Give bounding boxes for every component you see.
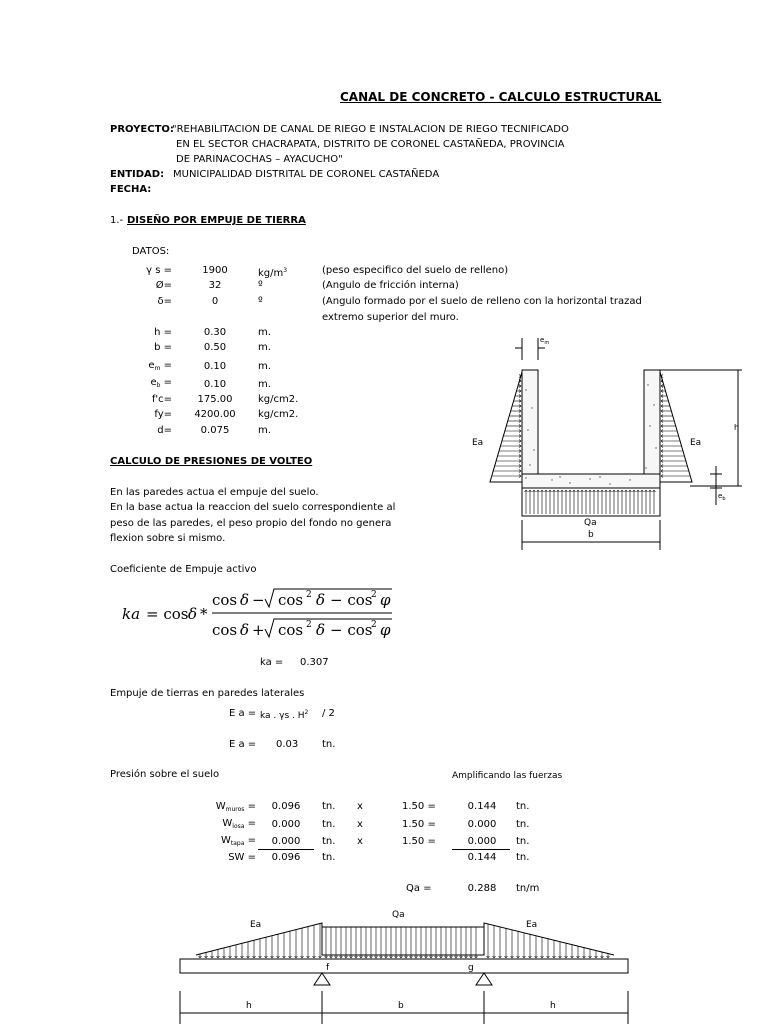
proyecto-line-3: DE PARINACOCHAS – AYACUCHO" — [176, 154, 343, 165]
entidad-value: MUNICIPALIDAD DISTRITAL DE CORONEL CASTAÑEDA — [173, 169, 440, 180]
svg-text:cos: cos — [212, 621, 238, 639]
delta-desc: (Angulo formado por el suelo de relleno con la horizontal trazad — [322, 296, 642, 307]
w-tapa-result: 0.000 — [467, 836, 497, 847]
fecha-label: FECHA: — [110, 184, 152, 195]
sum-line-right — [452, 849, 510, 850]
sw-runit: tn. — [516, 852, 530, 863]
fc-symbol: f'c= — [151, 394, 172, 405]
presion-suelo-title: Presión sobre el suelo — [110, 769, 220, 780]
ka-value: 0.307 — [300, 657, 329, 668]
svg-text:ka: ka — [122, 605, 141, 623]
h-unit: m. — [258, 327, 271, 338]
fy-symbol: fy= — [154, 409, 172, 420]
em-unit: m. — [258, 361, 271, 372]
qa-value: 0.288 — [467, 883, 497, 894]
diagram-b-label: b — [588, 530, 594, 540]
beam-g-label: g — [468, 963, 474, 973]
w-tapa-label: $W_{tapa}$ = — [221, 835, 256, 847]
phi-unit: º — [258, 280, 263, 291]
gamma-symbol: γ s = — [146, 265, 172, 276]
svg-text:2: 2 — [306, 590, 312, 600]
fy-unit: kg/cm2. — [258, 409, 299, 420]
diagram-eb-label: $e_b$ — [718, 492, 726, 502]
w-losa-runit: tn. — [516, 819, 530, 830]
sw-value: 0.096 — [271, 852, 301, 863]
b-symbol: b = — [154, 342, 172, 353]
w-losa-result: 0.000 — [467, 819, 497, 830]
w-muros-unit: tn. — [322, 801, 336, 812]
delta-symbol: δ= — [157, 296, 172, 307]
gamma-value: 1900 — [202, 265, 228, 276]
sw-result: 0.144 — [467, 852, 497, 863]
em-symbol: $e_m$ = — [148, 360, 172, 372]
h-symbol: h = — [154, 327, 172, 338]
beam-load-diagram — [176, 905, 636, 1024]
w-losa-x: x — [357, 819, 363, 830]
eb-value: 0.10 — [203, 379, 227, 390]
beam-h-left-label: h — [246, 1001, 252, 1011]
b-value: 0.50 — [203, 342, 227, 353]
beam-f-label: f — [326, 963, 330, 973]
eb-unit: m. — [258, 379, 271, 390]
w-tapa-value: 0.000 — [271, 836, 301, 847]
entidad-label: ENTIDAD: — [110, 169, 165, 180]
w-tapa-x: x — [357, 836, 363, 847]
ea-formula: ka . γs . $H^2$ — [260, 709, 309, 721]
ka-formula — [120, 585, 400, 645]
section-number: 1.- — [110, 215, 124, 226]
ea-formula-div: / 2 — [322, 708, 335, 719]
svg-text:cos: cos — [278, 621, 304, 639]
page-title: CANAL DE CONCRETO - CALCULO ESTRUCTURAL — [340, 90, 662, 104]
w-losa-label: $W_{losa}$ = — [222, 818, 256, 830]
sw-label: SW = — [228, 852, 256, 863]
d-unit: m. — [258, 425, 271, 436]
amplificando-label: Amplificando las fuerzas — [452, 771, 563, 781]
w-muros-result: 0.144 — [467, 801, 497, 812]
coef-label: Coeficiente de Empuje activo — [110, 564, 257, 575]
svg-text:+: + — [252, 621, 265, 639]
beam-ea-left-label: Ea — [250, 920, 262, 930]
w-tapa-factor: 1.50 = — [402, 836, 436, 847]
delta-value: 0 — [211, 296, 219, 307]
svg-text:cos: cos — [212, 591, 238, 609]
beam-b-label: b — [398, 1001, 404, 1011]
svg-text:δ: δ — [240, 621, 250, 639]
svg-text:δ: δ — [188, 605, 198, 623]
svg-text:− cos: − cos — [330, 591, 373, 609]
svg-text:cos: cos — [278, 591, 304, 609]
channel-section-diagram — [460, 330, 750, 560]
ea-unit: tn. — [322, 739, 336, 750]
w-losa-unit: tn. — [322, 819, 336, 830]
d-value: 0.075 — [200, 425, 230, 436]
svg-text:2: 2 — [371, 590, 377, 600]
h-value: 0.30 — [203, 327, 227, 338]
diagram-ea-left-label: Ea — [472, 438, 484, 448]
diagram-qa-label: Qa — [584, 518, 597, 528]
presiones-paragraph-1: En las paredes actua el empuje del suelo. — [110, 487, 319, 498]
em-value: 0.10 — [203, 361, 227, 372]
w-tapa-unit: tn. — [322, 836, 336, 847]
diagram-em-label: $e_m$ — [540, 336, 550, 346]
beam-qa-label: Qa — [392, 910, 405, 920]
delta-unit: º — [258, 296, 263, 307]
diagram-h-label: h — [734, 423, 740, 432]
ka-label: ka = — [260, 657, 284, 668]
svg-text:2: 2 — [371, 620, 377, 630]
svg-text:δ: δ — [316, 591, 326, 609]
presiones-paragraph-2: En la base actua la reaccion del suelo correspondiente al — [110, 502, 396, 513]
phi-symbol: Ø= — [155, 280, 172, 291]
presiones-paragraph-3: peso de las paredes, el peso propio del fondo no genera — [110, 518, 392, 529]
b-unit: m. — [258, 342, 271, 353]
svg-text:−: − — [252, 591, 265, 609]
svg-text:− cos: − cos — [330, 621, 373, 639]
fc-unit: kg/cm2. — [258, 394, 299, 405]
proyecto-label: PROYECTO: — [110, 124, 174, 135]
empuje-label: Empuje de tierras en paredes laterales — [110, 688, 305, 699]
diagram-ea-right-label: Ea — [690, 438, 702, 448]
w-muros-label: $W_{muros}$ = — [215, 801, 256, 813]
w-muros-value: 0.096 — [271, 801, 301, 812]
ea-value: 0.03 — [276, 739, 299, 750]
d-symbol: d= — [157, 425, 172, 436]
qa-unit: tn/m — [516, 883, 540, 894]
ea-formula-label: E a = — [229, 708, 257, 719]
eb-symbol: $e_b$ = — [150, 377, 172, 389]
w-losa-value: 0.000 — [271, 819, 301, 830]
w-muros-x: x — [357, 801, 363, 812]
proyecto-line-2: EN EL SECTOR CHACRAPATA, DISTRITO DE CORONEL CASTAÑEDA, PROVINCIA — [176, 139, 565, 150]
phi-value: 32 — [208, 280, 222, 291]
w-losa-factor: 1.50 = — [402, 819, 436, 830]
section-title: DISEÑO POR EMPUJE DE TIERRA — [127, 215, 306, 226]
presiones-paragraph-4: flexion sobre si mismo. — [110, 533, 226, 544]
phi-desc: (Angulo de fricción interna) — [322, 280, 459, 291]
beam-ea-right-label: Ea — [526, 920, 538, 930]
w-muros-runit: tn. — [516, 801, 530, 812]
svg-text:= cos: = cos — [146, 605, 189, 623]
gamma-desc: (peso especifico del suelo de relleno) — [322, 265, 509, 276]
svg-text:δ: δ — [240, 591, 250, 609]
presiones-title: CALCULO DE PRESIONES DE VOLTEO — [110, 456, 313, 467]
w-tapa-runit: tn. — [516, 836, 530, 847]
fc-value: 175.00 — [197, 394, 233, 405]
delta-desc-2: extremo superior del muro. — [322, 312, 459, 323]
svg-text:φ: φ — [380, 591, 391, 609]
svg-text:2: 2 — [306, 620, 312, 630]
proyecto-line-1: "REHABILITACION DE CANAL DE RIEGO E INSTALACION DE RIEGO TECNIFICADO — [172, 124, 569, 135]
svg-text:δ: δ — [316, 621, 326, 639]
beam-h-right-label: h — [550, 1001, 556, 1011]
svg-text:*: * — [200, 605, 208, 623]
ea-label: E a = — [229, 739, 257, 750]
sum-line-left — [258, 849, 314, 850]
fy-value: 4200.00 — [194, 409, 236, 420]
w-muros-factor: 1.50 = — [402, 801, 436, 812]
sw-unit: tn. — [322, 852, 336, 863]
datos-label: DATOS: — [132, 246, 170, 257]
qa-label: Qa = — [406, 883, 432, 894]
svg-text:φ: φ — [380, 621, 391, 639]
gamma-unit: $kg/m^3$ — [258, 267, 288, 279]
